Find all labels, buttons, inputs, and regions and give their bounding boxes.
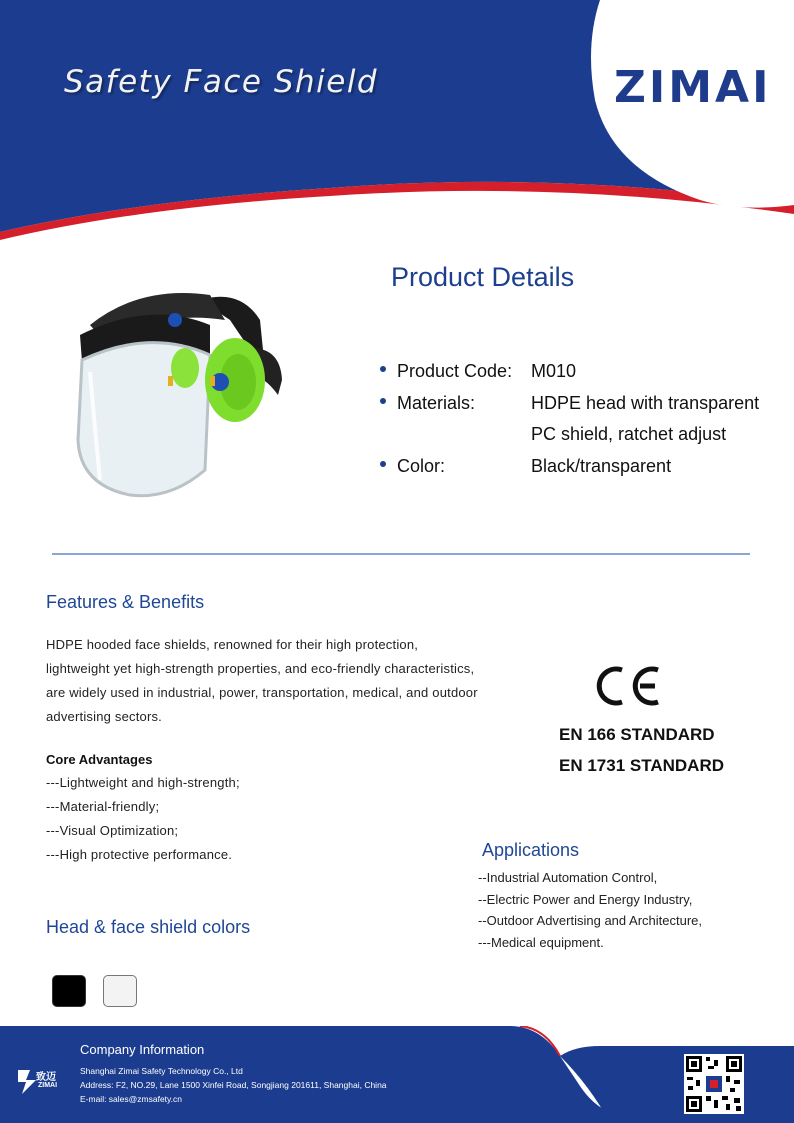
detail-label: Color: (397, 456, 446, 476)
core-advantage-item: ---Lightweight and high-strength; (46, 775, 240, 790)
detail-value: M010 (531, 361, 577, 381)
brand-logo-text: ZIMAI (614, 62, 772, 113)
features-text-line: advertising sectors. (46, 709, 162, 724)
header-banner (0, 0, 794, 240)
core-advantage-item: ---High protective performance. (46, 847, 233, 862)
application-item: --Electric Power and Energy Industry, (478, 892, 693, 907)
face-shield-with-earmuffs-image (60, 280, 300, 510)
footer-company: Shanghai Zimai Safety Technology Co., Ltd (80, 1066, 243, 1076)
core-advantages-title: Core Advantages (46, 752, 153, 767)
detail-value: PC shield, ratchet adjust (531, 424, 727, 444)
features-title: Features & Benefits (46, 592, 205, 612)
page-title: Safety Face Shield (64, 64, 379, 100)
detail-value: Black/transparent (531, 456, 672, 476)
features-text-line: are widely used in industrial, power, transportation, medical, and outdoor (46, 685, 478, 700)
footer-address: Address: F2, NO.29, Lane 1500 Xinfei Road, Songjiang 201611, Shanghai, China (80, 1080, 387, 1090)
features-text-line: lightweight yet high-strength properties, and eco-friendly characteristics, (46, 661, 475, 676)
footer-email[interactable]: E-mail: sales@zmsafety.cn (80, 1094, 182, 1104)
applications-title: Applications (482, 840, 580, 860)
logo-en-text: ZIMAI (38, 1082, 58, 1089)
features-text-line: HDPE hooded face shields, renowned for their high protection, (46, 637, 419, 652)
section-divider (52, 553, 750, 555)
application-item: --Outdoor Advertising and Architecture, (478, 913, 703, 928)
qr-code-icon[interactable] (684, 1054, 744, 1114)
bullet-icon (380, 461, 386, 467)
product-details-title: Product Details (391, 262, 575, 292)
colors-title: Head & face shield colors (46, 917, 251, 937)
detail-label: Materials: (397, 393, 476, 413)
ce-mark-icon (592, 664, 664, 708)
standard-label: EN 1731 STANDARD (559, 756, 725, 775)
bullet-icon (380, 366, 386, 372)
core-advantage-item: ---Visual Optimization; (46, 823, 179, 838)
standard-label: EN 166 STANDARD (559, 725, 715, 744)
bullet-icon (380, 398, 386, 404)
application-item: ---Medical equipment. (478, 935, 604, 950)
color-swatch-transparent (103, 975, 137, 1007)
core-advantage-item: ---Material-friendly; (46, 799, 160, 814)
logo-cn-text: 致迈 (36, 1072, 56, 1083)
application-item: --Industrial Automation Control, (478, 870, 658, 885)
brand-logo (614, 62, 771, 113)
footer-logo (16, 1064, 68, 1098)
footer-title: Company Information (80, 1042, 205, 1057)
color-swatch-black (52, 975, 86, 1007)
detail-label: Product Code: (397, 361, 513, 381)
detail-value: HDPE head with transparent (531, 393, 760, 413)
